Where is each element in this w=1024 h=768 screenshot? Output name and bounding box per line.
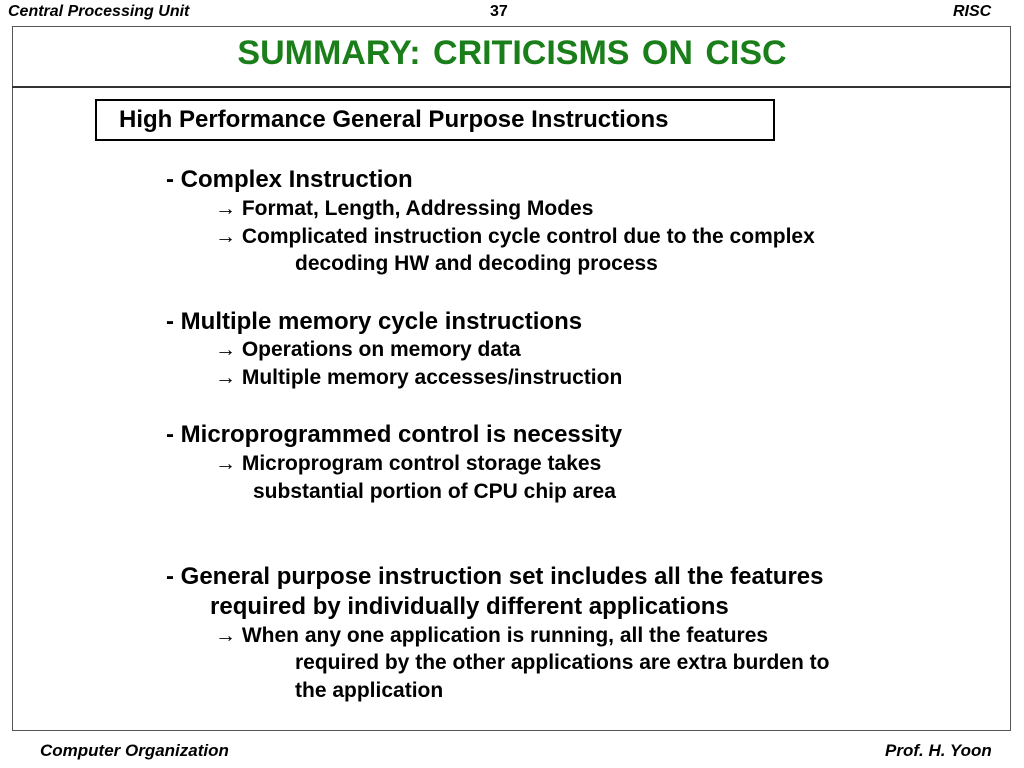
footer-course: Computer Organization [40,741,229,760]
section-general-purpose-heading-cont: required by individually different applications [210,593,729,620]
section-multiple-memory-point-1: → Operations on memory data [215,338,521,361]
slide-title: SUMMARY: CRITICISMS ON CISC [237,34,787,72]
page-number: 37 [490,3,508,20]
footer-author: Prof. H. Yoon [885,741,992,760]
section-complex-instruction-point-2-cont: decoding HW and decoding process [295,252,658,275]
header-topic: RISC [953,3,992,20]
section-multiple-memory-point-2: → Multiple memory accesses/instruction [215,366,623,389]
section-complex-instruction-point-1: → Format, Length, Addressing Modes [215,197,594,220]
section-complex-instruction-point-2: → Complicated instruction cycle control due to the complex [215,225,815,248]
boxed-heading [95,99,775,141]
section-general-purpose-point-1-cont-2: the application [295,679,444,702]
section-general-purpose-point-1: → When any one application is running, all the features [215,624,769,647]
section-microprogrammed-point-1: → Microprogram control storage takes [215,452,602,475]
section-general-purpose-point-1-cont-1: required by the other applications are extra burden to [295,651,830,674]
section-microprogrammed-point-1-cont: substantial portion of CPU chip area [253,480,616,503]
boxed-heading-text: High Performance General Purpose Instructions [119,106,669,133]
section-general-purpose-heading: - General purpose instruction set includes all the features [166,563,824,590]
section-microprogrammed-heading: - Microprogrammed control is necessity [166,421,623,448]
section-complex-instruction-heading: - Complex Instruction [166,166,413,193]
section-multiple-memory-heading: - Multiple memory cycle instructions [166,308,583,335]
header-course-name: Central Processing Unit [8,3,190,20]
title-divider [12,86,1011,88]
